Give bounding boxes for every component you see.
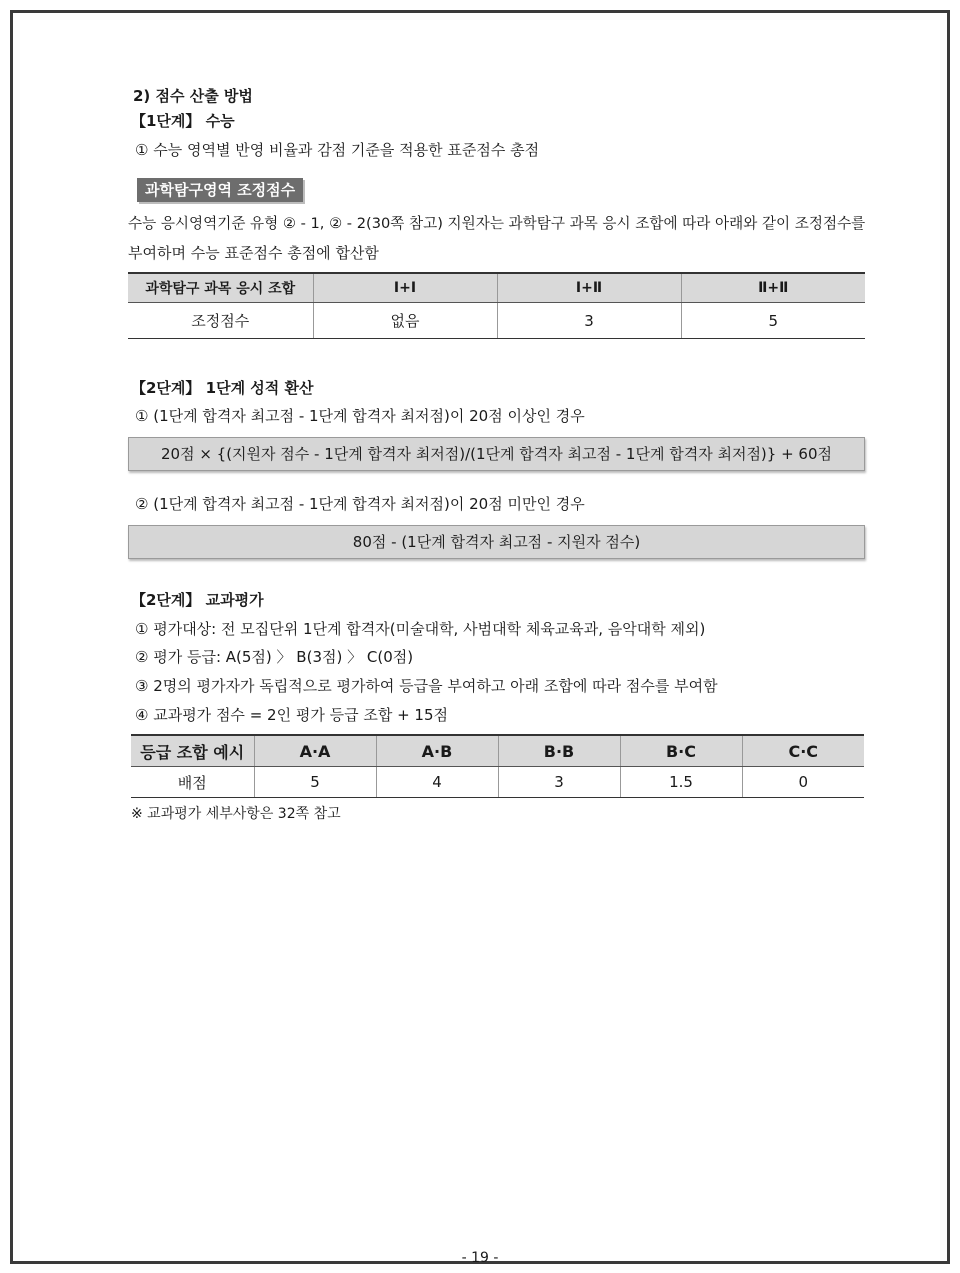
stage2-cond1: ① (1단계 합격자 최고점 - 1단계 합격자 최저점)이 20점 이상인 경우 xyxy=(135,407,585,425)
eval-item-1: ① 평가대상: 전 모집단위 1단계 합격자(미술대학, 사범대학 체육교육과, 음악대학 제외) xyxy=(135,620,706,638)
table-cell: 조정점수 xyxy=(128,303,313,339)
eval-item-4: ④ 교과평가 점수 = 2인 평가 등급 조합 + 15점 xyxy=(135,706,448,724)
eval-item-2: ② 평가 등급: A(5점) 〉 B(3점) 〉 C(0점) xyxy=(135,648,414,666)
table-header-cell: A·B xyxy=(376,735,498,767)
table-cell: 3 xyxy=(497,303,681,339)
table-header-row xyxy=(128,273,865,303)
grade-combination-table xyxy=(131,734,864,798)
stage2-eval-heading: 【2단계】 교과평가 xyxy=(131,591,264,609)
eval-item-3: ③ 2명의 평가자가 독립적으로 평가하여 등급을 부여하고 아래 조합에 따라 점수를 부여함 xyxy=(135,677,718,695)
table-row xyxy=(128,303,865,339)
table-cell: 없음 xyxy=(313,303,497,339)
table-cell: 배점 xyxy=(131,767,254,798)
table-header-cell: 과학탐구 과목 응시 조합 xyxy=(128,273,313,303)
stage2-cond2: ② (1단계 합격자 최고점 - 1단계 합격자 최저점)이 20점 미만인 경우 xyxy=(135,495,585,513)
table-header-cell: Ⅰ+Ⅱ xyxy=(497,273,681,303)
formula-1: 20점 × {(지원자 점수 - 1단계 합격자 최저점)/(1단계 합격자 최고점 - 1단계 합격자 최저점)} + 60점 xyxy=(128,437,865,471)
table-cell: 4 xyxy=(376,767,498,798)
page-number: - 19 - xyxy=(461,1250,499,1266)
table-header-cell: B·C xyxy=(620,735,742,767)
stage1-item1: ① 수능 영역별 반영 비율과 감점 기준을 적용한 표준점수 총점 xyxy=(135,141,540,159)
science-adjust-table xyxy=(128,272,865,339)
table-cell: 1.5 xyxy=(620,767,742,798)
table-header-cell: B·B xyxy=(498,735,620,767)
table-header-cell: C·C xyxy=(742,735,864,767)
table-header-cell: 등급 조합 예시 xyxy=(131,735,254,767)
table-cell: 3 xyxy=(498,767,620,798)
section-title: 2) 점수 산출 방법 xyxy=(133,87,253,105)
table-header-cell: Ⅱ+Ⅱ xyxy=(681,273,865,303)
table-cell: 5 xyxy=(254,767,376,798)
eval-note: ※ 교과평가 세부사항은 32쪽 참고 xyxy=(131,806,341,822)
table-header-cell: A·A xyxy=(254,735,376,767)
stage2-convert-heading: 【2단계】 1단계 성적 환산 xyxy=(131,379,314,397)
table-cell: 0 xyxy=(742,767,864,798)
science-adjust-badge: 과학탐구영역 조정점수 xyxy=(137,178,303,202)
table-header-cell: Ⅰ+Ⅰ xyxy=(313,273,497,303)
stage1-heading: 【1단계】 수능 xyxy=(131,112,235,130)
table-header-row xyxy=(131,735,864,767)
table-cell: 5 xyxy=(681,303,865,339)
formula-2: 80점 - (1단계 합격자 최고점 - 지원자 점수) xyxy=(128,525,865,559)
stage1-desc-line2: 부여하며 수능 표준점수 총점에 합산함 xyxy=(128,244,379,262)
stage1-desc-line1: 수능 응시영역기준 유형 ② - 1, ② - 2(30쪽 참고) 지원자는 과학탐구 과목 응시 조합에 따라 아래와 같이 조정점수를 xyxy=(128,215,866,232)
table-row xyxy=(131,767,864,798)
